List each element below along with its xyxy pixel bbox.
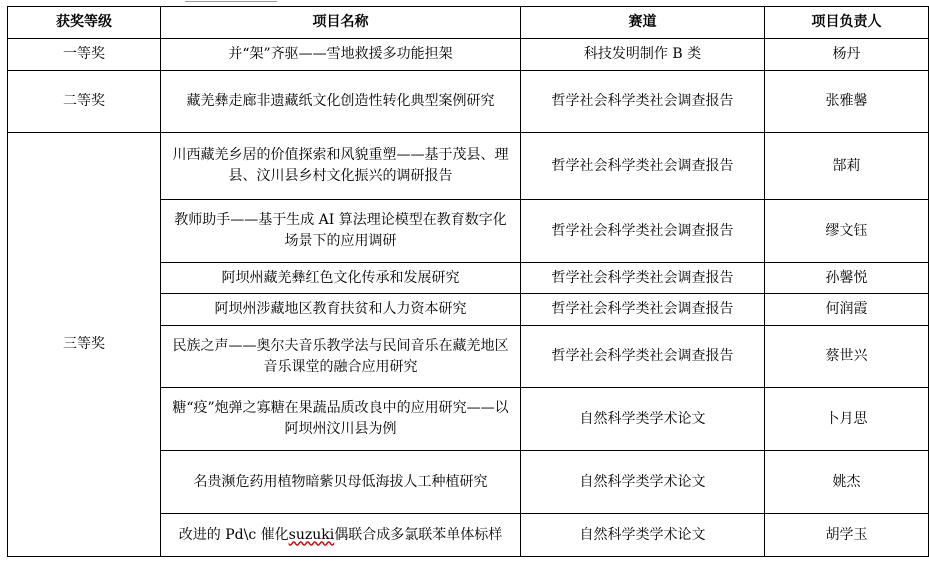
spellcheck-flagged-word[interactable]: suzuki	[288, 526, 335, 543]
track-cell: 自然科学类学术论文	[521, 514, 765, 557]
award-table	[7, 6, 929, 557]
header-project: 项目名称	[161, 7, 521, 39]
header-leader: 项目负责人	[765, 7, 929, 39]
project-cell: 藏羌彝走廊非遗藏纸文化创造性转化典型案例研究	[161, 71, 521, 133]
leader-cell: 胡学玉	[765, 514, 929, 557]
leader-cell: 杨丹	[765, 39, 929, 71]
header-row	[8, 7, 929, 39]
table-row	[8, 133, 929, 200]
project-cell: 民族之声——奥尔夫音乐教学法与民间音乐在藏羌地区音乐课堂的融合应用研究	[161, 326, 521, 388]
table-row	[8, 71, 929, 133]
project-cell: 教师助手——基于生成 AI 算法理论模型在教育数字化场景下的应用调研	[161, 200, 521, 263]
project-text-suffix: 偶联合成多氯联苯单体标样	[334, 526, 503, 543]
header-track: 赛道	[521, 7, 765, 39]
track-cell: 哲学社会科学类社会调查报告	[521, 200, 765, 263]
track-cell: 哲学社会科学类社会调查报告	[521, 133, 765, 200]
leader-cell: 蔡世兴	[765, 326, 929, 388]
table-row	[8, 39, 929, 71]
project-cell: 并“架”齐驱——雪地救援多功能担架	[161, 39, 521, 71]
project-cell: 川西藏羌乡居的价值探索和风貌重塑——基于茂县、理县、汶川县乡村文化振兴的调研报告	[161, 133, 521, 200]
top-edge-line	[185, 0, 277, 2]
leader-cell: 缪文钰	[765, 200, 929, 263]
project-cell: 名贵濒危药用植物暗紫贝母低海拔人工种植研究	[161, 451, 521, 514]
leader-cell: 卜月思	[765, 388, 929, 451]
project-text-prefix: 改进的 Pd\c 催化	[178, 526, 289, 543]
project-cell: 糖“疫”炮弹之寡糖在果蔬品质改良中的应用研究——以阿坝州汶川县为例	[161, 388, 521, 451]
leader-cell: 姚杰	[765, 451, 929, 514]
track-cell: 哲学社会科学类社会调查报告	[521, 294, 765, 326]
project-cell: 阿坝州藏羌彝红色文化传承和发展研究	[161, 263, 521, 294]
grade-cell: 一等奖	[8, 39, 161, 71]
leader-cell: 孙馨悦	[765, 263, 929, 294]
track-cell: 科技发明制作 B 类	[521, 39, 765, 71]
leader-cell: 何润霞	[765, 294, 929, 326]
track-cell: 哲学社会科学类社会调查报告	[521, 71, 765, 133]
track-cell: 自然科学类学术论文	[521, 388, 765, 451]
leader-cell: 郜莉	[765, 133, 929, 200]
track-cell: 哲学社会科学类社会调查报告	[521, 263, 765, 294]
leader-cell: 张雅馨	[765, 71, 929, 133]
grade-cell: 三等奖	[8, 133, 161, 557]
grade-cell: 二等奖	[8, 71, 161, 133]
track-cell: 自然科学类学术论文	[521, 451, 765, 514]
project-cell	[161, 514, 521, 557]
track-cell: 哲学社会科学类社会调查报告	[521, 326, 765, 388]
project-cell: 阿坝州涉藏地区教育扶贫和人力资本研究	[161, 294, 521, 326]
header-grade: 获奖等级	[8, 7, 161, 39]
